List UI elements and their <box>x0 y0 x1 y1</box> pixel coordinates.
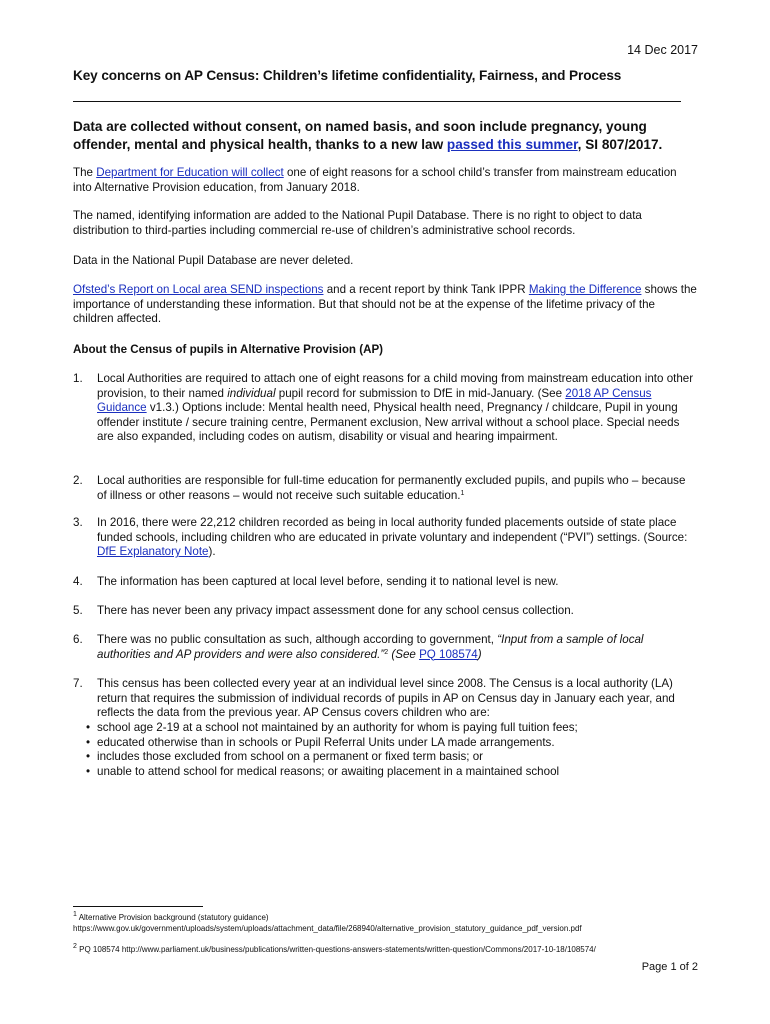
bullet-text: school age 2-19 at a school not maintained by an authority for whom is paying full tuition fees; <box>97 721 578 734</box>
footnote-mark: 1 <box>73 911 77 918</box>
list-number: 2. <box>73 474 83 487</box>
para1-post: one of eight reasons for a school child’s transfer from mainstream education into Alternative Provision education, from January 2018. <box>73 166 677 194</box>
bullet-icon: • <box>86 721 91 734</box>
para4-mid: and a recent report by think Tank IPPR <box>323 283 529 296</box>
dfe-will-collect-link[interactable]: Department for Education will collect <box>96 166 284 179</box>
passed-this-summer-link[interactable]: passed this summer <box>446 136 578 152</box>
para1-pre: The <box>73 166 97 179</box>
making-the-difference-link[interactable]: Making the Difference <box>528 283 642 296</box>
lead-text-2: , SI 807/2017. <box>577 136 663 152</box>
bullet-text: educated otherwise than in schools or Pupil Referral Units under LA made arrangements. <box>97 736 555 749</box>
list-number: 3. <box>73 516 83 529</box>
footnote-ref-2[interactable]: 2 <box>384 648 389 656</box>
document-date: 14 Dec 2017 <box>627 43 698 57</box>
list-number: 4. <box>73 575 83 588</box>
footnote-ref-1[interactable]: 1 <box>460 489 465 497</box>
lead-text-1: Data are collected without consent, on named basis, and soon include pregnancy, young offender, mental and physical health, thanks to a new law <box>73 119 647 152</box>
footnote-mark: 2 <box>73 943 77 950</box>
item1-italic: individual <box>227 386 276 400</box>
para4-post: shows the importance of understanding these information. But that should not be at the expense of the lifetime privacy of the children affected. <box>73 283 697 326</box>
paragraph-never-deleted: Data in the National Pupil Database are never deleted. <box>73 254 354 267</box>
footnote-2 <box>73 945 713 956</box>
list-item-text <box>97 372 697 445</box>
bullet-icon: • <box>86 750 91 763</box>
section-heading: About the Census of pupils in Alternative Provision (AP) <box>73 343 384 356</box>
page-number: Page 1 of 2 <box>641 961 698 973</box>
bullet-text: includes those excluded from school on a permanent or fixed term basis; or <box>97 750 484 763</box>
paragraph-npd: The named, identifying information are added to the National Pupil Database. There is no right to object to data distribution to third-parties including commercial re-use of children’s administrative school records. <box>73 209 642 237</box>
paragraph-dfe-collect <box>73 166 698 195</box>
item6-text-c: ) <box>477 647 482 661</box>
list-item-text <box>97 516 697 560</box>
list-number: 6. <box>73 633 83 646</box>
lead-statement <box>73 118 703 153</box>
footnote-text: Alternative Provision background (statutory guidance) https://www.gov.uk/government/uploads/system/uploads/attachment_data/file/268940/alternative_provision_statutory_guidance_pdf_version.pdf <box>73 913 582 933</box>
dfe-explanatory-note-link[interactable]: DfE Explanatory Note <box>97 545 209 559</box>
bullet-icon: • <box>86 765 91 778</box>
title-divider <box>73 101 681 102</box>
paragraph-ofsted <box>73 283 698 327</box>
ap-census-guidance-link[interactable]: 2018 AP Census Guidance <box>97 386 652 415</box>
ofsted-report-link[interactable]: Ofsted’s Report on Local area SEND inspections <box>73 283 324 296</box>
document-title: Key concerns on AP Census: Children’s lifetime confidentiality, Fairness, and Process <box>73 68 622 83</box>
list-item-text <box>97 474 697 503</box>
item1-text-b: pupil record for submission to DfE in mid-January. (See <box>275 386 566 400</box>
list-item-text <box>97 633 697 662</box>
item6-text-b: (See <box>388 647 420 661</box>
footnote-text: PQ 108574 http://www.parliament.uk/business/publications/written-questions-answers-statements/written-question/Commons/2017-10-18/108574/ <box>79 945 596 954</box>
item2-text: Local authorities are responsible for full-time education for permanently excluded pupils, and pupils who – because of illness or other reasons – would not receive such suitable education. <box>97 474 686 502</box>
item3-text-a: In 2016, there were 22,212 children recorded as being in local authority funded placements outside of state place funded schools, including children who are educated in private voluntary and independent (“PVI”) settings. (Source: <box>97 516 688 544</box>
item1-text-c: v1.3.) Options include: Mental health need, Physical health need, Pregnancy / childcare, Pupil in young offender institute / secure training centre, Permanent exclusion, New arrival without a school place. Special needs are also expanded, including codes on autism, disability or visual and hearing impairment. <box>97 401 680 444</box>
list-item-text: This census has been collected every year at an individual level since 2008. The Census is a local authority (LA) return that requires the submission of individual records of pupils in AP on Census day in January each year, and reflects the data from the previous year. AP Census covers children who are: <box>97 677 675 720</box>
footnote-divider <box>73 906 203 907</box>
item1-text-a: Local Authorities are required to attach one of eight reasons for a child moving from mainstream education into other provision, to their named <box>97 372 694 400</box>
bullet-icon: • <box>86 736 91 749</box>
list-item-text: There has never been any privacy impact assessment done for any school census collection. <box>97 604 574 617</box>
list-number: 7. <box>73 677 83 690</box>
item3-text-c: ). <box>208 545 216 559</box>
footnote-1 <box>73 913 713 934</box>
item6-text-a: There was no public consultation as such, although according to government, <box>97 633 498 646</box>
list-number: 5. <box>73 604 83 617</box>
pq-108574-link[interactable]: PQ 108574 <box>419 647 478 661</box>
list-number: 1. <box>73 372 83 385</box>
list-item-text: The information has been captured at local level before, sending it to national level is new. <box>97 575 559 588</box>
item6-quote: “Input from a sample of local authorities and AP providers and were also considered.” <box>97 633 644 661</box>
bullet-text: unable to attend school for medical reasons; or awaiting placement in a maintained school <box>97 765 560 778</box>
